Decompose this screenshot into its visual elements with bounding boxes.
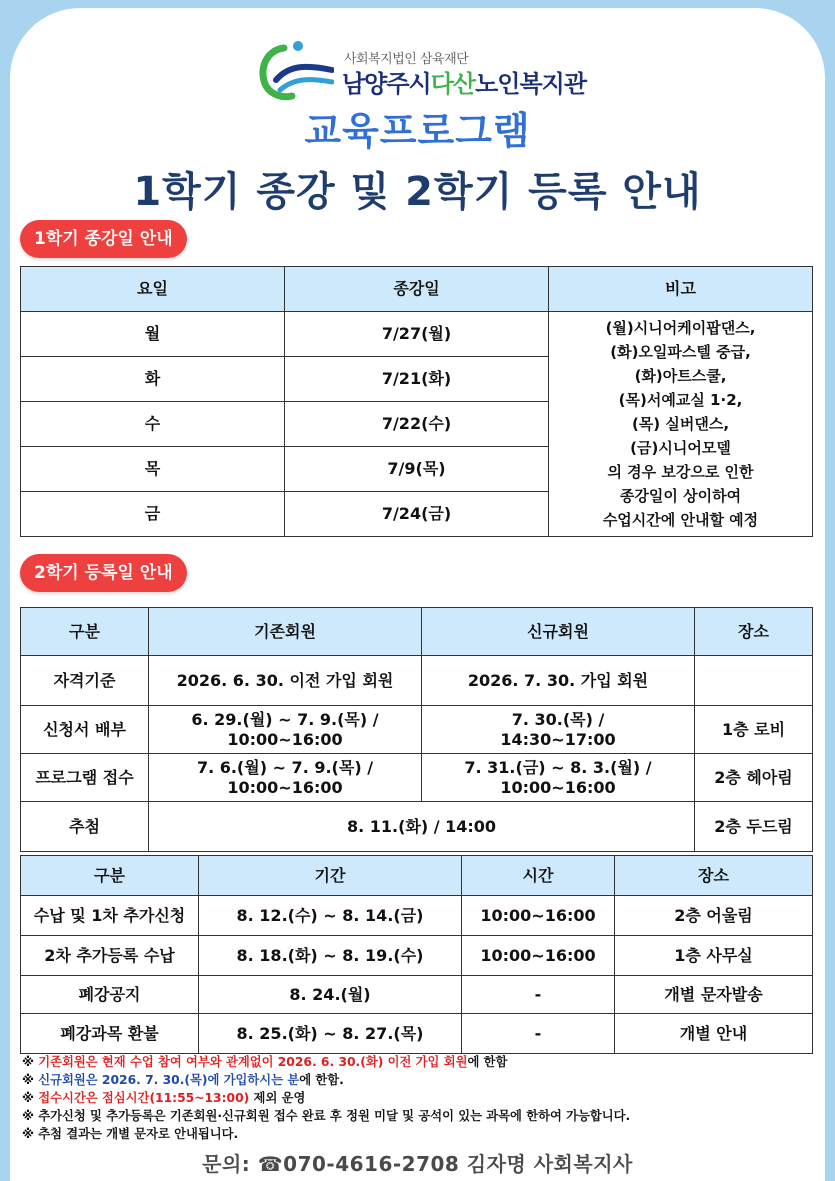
note-highlight: 기존회원은 현재 수업 참여 여부와 관계없이 2026. 6. 30.(화) 이전 가입 회원 xyxy=(38,1055,468,1069)
category-cell: 폐강공지 xyxy=(21,976,199,1014)
section1-label: 1학기 종강일 안내 xyxy=(20,220,187,258)
new-member-cell: 2026. 7. 30. 가입 회원 xyxy=(422,656,695,706)
day-cell: 화 xyxy=(21,357,285,402)
place-cell: 2층 두드림 xyxy=(695,802,813,852)
date-cell: 7/27(월) xyxy=(285,312,549,357)
place-cell: 개별 안내 xyxy=(615,1014,813,1054)
remark-line: (목) 실버댄스, xyxy=(631,415,730,433)
place-cell: 2층 어울림 xyxy=(615,896,813,936)
remark-line: 수업시간에 안내할 예정 xyxy=(602,511,759,529)
registration-table xyxy=(20,607,813,852)
existing-member-cell: 7. 6.(월) ~ 7. 9.(목) / 10:00~16:00 xyxy=(149,754,422,802)
place-cell: 개별 문자발송 xyxy=(615,976,813,1014)
notes-block xyxy=(22,1053,630,1143)
time-cell: 10:00~16:00 xyxy=(462,896,615,936)
note-mark: ※ xyxy=(22,1055,34,1069)
place-cell xyxy=(695,656,813,706)
table-row xyxy=(21,656,813,706)
table-row xyxy=(21,936,813,976)
note-text: 에 한함 xyxy=(467,1055,508,1069)
remark-line: (화)오일파스텔 중급, xyxy=(610,343,751,361)
note-line xyxy=(22,1071,630,1089)
note-highlight: 접수시간은 점심시간(11:55~13:00) xyxy=(38,1091,250,1105)
org-name xyxy=(342,64,586,99)
category-cell: 추첨 xyxy=(21,802,149,852)
remark-line: (금)시니어모델 xyxy=(630,439,731,457)
category-cell: 신청서 배부 xyxy=(21,706,149,754)
table-row xyxy=(21,896,813,936)
category-cell: 2차 추가등록 수납 xyxy=(21,936,199,976)
new-member-cell: 7. 30.(목) / 14:30~17:00 xyxy=(422,706,695,754)
place-cell: 1층 로비 xyxy=(695,706,813,754)
table-header: 종강일 xyxy=(285,267,549,312)
existing-member-cell: 6. 29.(월) ~ 7. 9.(목) / 10:00~16:00 xyxy=(149,706,422,754)
table-row xyxy=(21,312,813,357)
date-cell: 7/24(금) xyxy=(285,492,549,537)
remark-cell xyxy=(549,312,813,537)
table-header: 시간 xyxy=(462,856,615,896)
day-cell: 목 xyxy=(21,447,285,492)
lottery-datetime-cell: 8. 11.(화) / 14:00 xyxy=(149,802,695,852)
note-text: 제외 운영 xyxy=(249,1091,306,1105)
table-row xyxy=(21,754,813,802)
table-header: 요일 xyxy=(21,267,285,312)
note-mark: ※ xyxy=(22,1091,34,1105)
org-name-part1: 남양주시 xyxy=(342,70,431,98)
category-cell: 프로그램 접수 xyxy=(21,754,149,802)
place-cell: 1층 사무실 xyxy=(615,936,813,976)
period-cell: 8. 18.(화) ~ 8. 19.(수) xyxy=(199,936,462,976)
page-title: 교육프로그램 xyxy=(304,109,531,153)
place-cell: 2층 헤아림 xyxy=(695,754,813,802)
remark-line: (목)서예교실 1·2, xyxy=(618,391,743,409)
table-header: 장소 xyxy=(695,608,813,656)
date-cell: 7/22(수) xyxy=(285,402,549,447)
page-subtitle: 1학기 종강 및 2학기 등록 안내 xyxy=(133,169,702,215)
note-line xyxy=(22,1053,630,1071)
table-header: 기존회원 xyxy=(149,608,422,656)
table-header: 기간 xyxy=(199,856,462,896)
table-header: 구분 xyxy=(21,608,149,656)
table-header: 장소 xyxy=(615,856,813,896)
date-cell: 7/9(목) xyxy=(285,447,549,492)
time-cell: - xyxy=(462,1014,615,1054)
table-row xyxy=(21,976,813,1014)
new-member-cell: 7. 31.(금) ~ 8. 3.(월) / 10:00~16:00 xyxy=(422,754,695,802)
remark-line: (월)시니어케이팝댄스, xyxy=(605,319,756,337)
org-subtitle: 사회복지법인 삼육재단 xyxy=(344,52,469,67)
table-header: 신규회원 xyxy=(422,608,695,656)
org-logo xyxy=(254,40,594,102)
time-cell: - xyxy=(462,976,615,1014)
time-cell: 10:00~16:00 xyxy=(462,936,615,976)
category-cell: 폐강과목 환불 xyxy=(21,1014,199,1054)
remark-line: (화)아트스쿨, xyxy=(634,367,727,385)
remark-line: 의 경우 보강으로 인한 xyxy=(607,463,754,481)
table-header: 구분 xyxy=(21,856,199,896)
note-mark: ※ xyxy=(22,1073,34,1087)
day-cell: 금 xyxy=(21,492,285,537)
section2-label: 2학기 등록일 안내 xyxy=(20,554,187,592)
note-line: ※ 추첨 결과는 개별 문자로 안내됩니다. xyxy=(22,1127,239,1141)
existing-member-cell: 2026. 6. 30. 이전 가입 회원 xyxy=(149,656,422,706)
period-cell: 8. 25.(화) ~ 8. 27.(목) xyxy=(199,1014,462,1054)
date-cell: 7/21(화) xyxy=(285,357,549,402)
category-cell: 수납 및 1차 추가신청 xyxy=(21,896,199,936)
org-logo-icon xyxy=(254,40,334,102)
day-cell: 수 xyxy=(21,402,285,447)
remark-line: 종강일이 상이하여 xyxy=(619,487,742,505)
note-highlight: 신규회원은 2026. 7. 30.(목)에 가입하시는 분 xyxy=(38,1073,300,1087)
note-line xyxy=(22,1089,630,1107)
payment-schedule-table xyxy=(20,855,813,1054)
period-cell: 8. 24.(월) xyxy=(199,976,462,1014)
category-cell: 자격기준 xyxy=(21,656,149,706)
table-row xyxy=(21,1014,813,1054)
table-header: 비고 xyxy=(549,267,813,312)
table-row xyxy=(21,802,813,852)
period-cell: 8. 12.(수) ~ 8. 14.(금) xyxy=(199,896,462,936)
term-end-table xyxy=(20,266,813,537)
day-cell: 월 xyxy=(21,312,285,357)
contact-info: 문의: ☎070-4616-2708 김자명 사회복지사 xyxy=(202,1152,633,1176)
note-text: 에 한함. xyxy=(299,1073,344,1087)
note-line: ※ 추가신청 및 추가등록은 기존회원·신규회원 접수 완료 후 정원 미달 및 공석이 있는 과목에 한하여 가능합니다. xyxy=(22,1109,631,1123)
table-row xyxy=(21,706,813,754)
org-name-part2: 다산 xyxy=(430,70,476,98)
org-name-part3: 노인복지관 xyxy=(475,70,587,98)
